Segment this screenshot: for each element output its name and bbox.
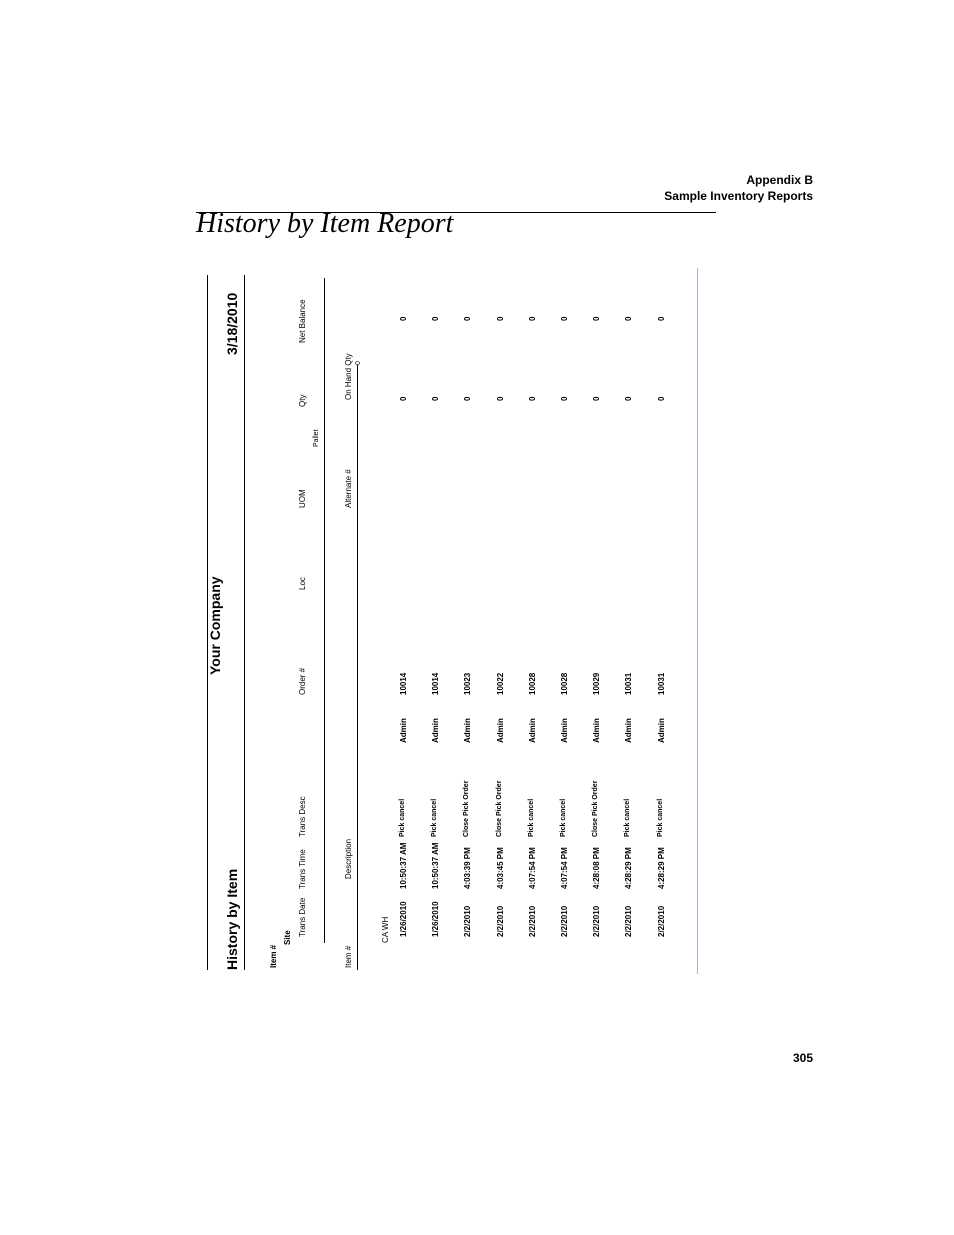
col-uom: UOM (298, 489, 307, 508)
cell-net-balance: 0 (495, 316, 505, 321)
col-order: Order # (298, 667, 307, 695)
cell-trans-desc: Pick cancel (431, 798, 439, 837)
appendix-label: Appendix B (746, 173, 813, 187)
cell-trans-time: 10:50:37 AM (431, 842, 441, 889)
cell-order: 10029 (592, 672, 602, 695)
cell-trans-date: 2/2/2010 (624, 905, 634, 937)
report-company: Your Company (207, 576, 223, 675)
cell-trans-time: 4:28:08 PM (592, 847, 602, 889)
cell-net-balance: 0 (592, 316, 602, 321)
cell-qty: 0 (624, 396, 634, 401)
col-trans-date: Trans Date (298, 897, 307, 937)
sub-alternate: Alternate # (344, 469, 353, 508)
cell-trans-desc: Close Pick Order (495, 780, 503, 837)
cell-user: Admin (656, 718, 666, 743)
cell-trans-date: 2/2/2010 (656, 905, 666, 937)
report-title: History by Item (224, 868, 240, 970)
cell-trans-desc: Pick cancel (399, 798, 406, 837)
cell-user: Admin (560, 718, 569, 743)
cell-trans-date: 1/26/2010 (431, 901, 441, 937)
col-net-balance: Net Balance (298, 299, 307, 343)
cell-trans-desc: Pick cancel (527, 798, 535, 837)
col-trans-time: Trans Time (298, 849, 307, 889)
cell-user: Admin (399, 718, 408, 743)
col-qty: Qty (298, 394, 307, 407)
cell-net-balance: 0 (399, 316, 408, 321)
group-label-site: Site (283, 930, 292, 945)
cell-order: 10031 (656, 672, 666, 695)
cell-trans-time: 4:28:29 PM (624, 847, 634, 889)
cell-net-balance: 0 (624, 316, 634, 321)
cell-order: 10023 (463, 672, 473, 695)
cell-trans-time: 4:07:54 PM (560, 847, 569, 889)
uom-value: Pallet (313, 429, 320, 447)
cell-user: Admin (527, 718, 537, 743)
report-date: 3/18/2010 (224, 292, 240, 355)
cell-trans-date: 2/2/2010 (592, 905, 602, 937)
section-label: Sample Inventory Reports (664, 189, 813, 203)
cell-qty: 0 (560, 396, 569, 401)
cell-user: Admin (624, 718, 634, 743)
cell-trans-date: 2/2/2010 (560, 905, 569, 937)
cell-net-balance: 0 (656, 316, 666, 321)
cell-qty: 0 (495, 396, 505, 401)
col-loc: Loc (298, 577, 307, 590)
column-header-rule (324, 278, 325, 943)
cell-trans-time: 4:03:45 PM (495, 847, 505, 889)
cell-trans-time: 4:03:39 PM (463, 847, 473, 889)
cell-user: Admin (463, 718, 473, 743)
cell-trans-desc: Pick cancel (656, 798, 664, 837)
sub-item: Item # (344, 945, 353, 968)
cell-trans-time: 4:07:54 PM (527, 847, 537, 889)
sub-description: Description (344, 838, 353, 879)
cell-qty: 0 (592, 396, 602, 401)
cell-trans-desc: Pick cancel (624, 798, 632, 837)
cell-user: Admin (495, 718, 505, 743)
cell-trans-date: 1/26/2010 (399, 901, 408, 937)
cell-order: 10031 (624, 672, 634, 695)
col-trans-desc: Trans Desc (298, 796, 307, 837)
site-name: CA WH (381, 916, 390, 943)
cell-trans-desc: Close Pick Order (592, 780, 600, 837)
cell-net-balance: 0 (431, 316, 441, 321)
page-number: 305 (792, 1051, 813, 1065)
cell-trans-time: 4:28:29 PM (656, 847, 666, 889)
group-label-item: Item # (269, 944, 278, 968)
cell-qty: 0 (656, 396, 666, 401)
cell-net-balance: 0 (560, 316, 569, 321)
cell-order: 10014 (431, 672, 441, 695)
page-title: History by Item Report (196, 208, 454, 239)
cell-qty: 0 (399, 396, 408, 401)
subheader-rule (357, 365, 358, 970)
cell-order: 10022 (495, 672, 505, 695)
cell-trans-date: 2/2/2010 (463, 905, 473, 937)
cell-order: 10028 (560, 672, 569, 695)
cell-user: Admin (431, 718, 441, 743)
sub-on-hand: On Hand Qty (344, 353, 353, 400)
cell-trans-date: 2/2/2010 (527, 905, 537, 937)
cell-qty: 0 (527, 396, 537, 401)
cell-net-balance: 0 (527, 316, 537, 321)
rotated-report (202, 275, 712, 975)
cell-order: 10014 (399, 672, 408, 695)
cell-qty: 0 (431, 396, 441, 401)
sub-on-hand-value: 0 (355, 361, 362, 365)
cell-trans-desc: Pick cancel (560, 798, 567, 837)
cell-user: Admin (592, 718, 602, 743)
cell-qty: 0 (463, 396, 473, 401)
cell-net-balance: 0 (463, 316, 473, 321)
cell-trans-time: 10:50:37 AM (399, 842, 408, 889)
cell-order: 10028 (527, 672, 537, 695)
report-header-rule (244, 275, 245, 970)
cell-trans-desc: Close Pick Order (463, 780, 471, 837)
cell-trans-date: 2/2/2010 (495, 905, 505, 937)
